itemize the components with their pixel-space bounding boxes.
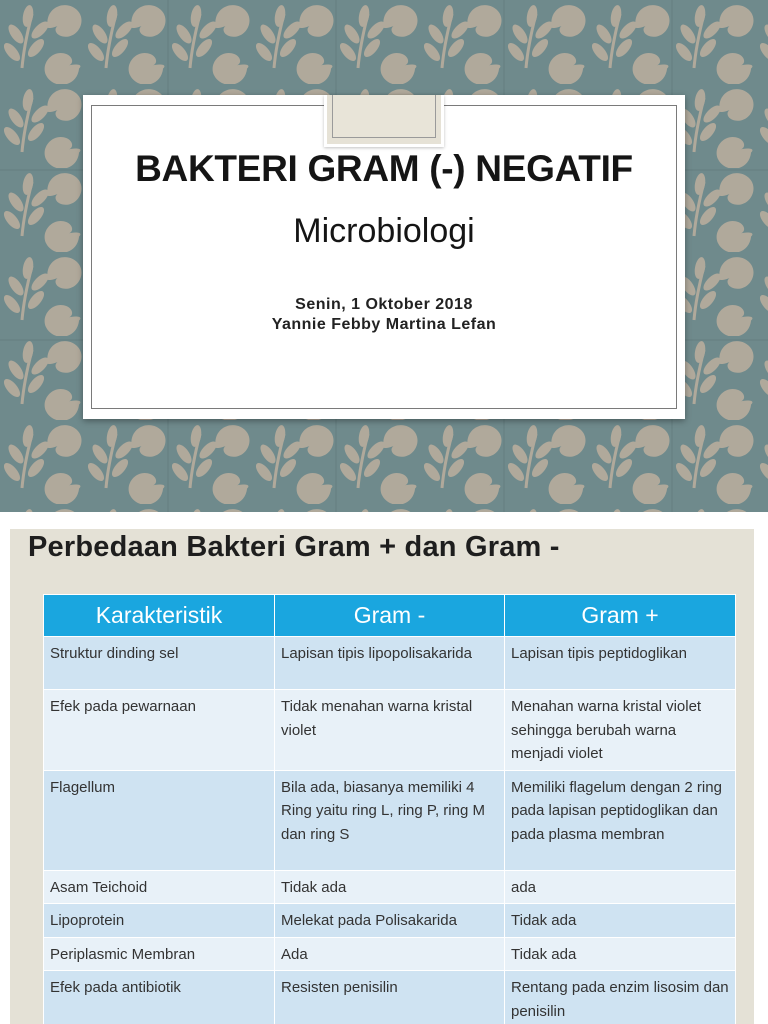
presentation-date: Senin, 1 Oktober 2018 xyxy=(295,296,473,313)
table-cell: Asam Teichoid xyxy=(44,870,275,904)
table-row xyxy=(44,971,736,1024)
comparison-title: Perbedaan Bakteri Gram + dan Gram - xyxy=(28,531,560,563)
table-row xyxy=(44,904,736,938)
table-cell: Memiliki flagelum dengan 2 ring pada lapisan peptidoglikan dan pada plasma membran xyxy=(505,770,736,870)
table-cell: Resisten penisilin xyxy=(275,971,505,1024)
table-cell: Lipoprotein xyxy=(44,904,275,938)
table-header-row xyxy=(44,595,736,637)
table-cell: Lapisan tipis lipopolisakarida xyxy=(275,637,505,690)
comparison-slide xyxy=(10,529,754,1024)
table-row xyxy=(44,870,736,904)
header-gram-negatif: Gram - xyxy=(275,595,505,637)
table-cell: Tidak ada xyxy=(505,937,736,971)
table-row xyxy=(44,690,736,771)
table-cell: Struktur dinding sel xyxy=(44,637,275,690)
table-cell: Tidak menahan warna kristal violet xyxy=(275,690,505,771)
table-cell: ada xyxy=(505,870,736,904)
title-card-tab-inner xyxy=(332,95,436,138)
table-cell: Tidak ada xyxy=(505,904,736,938)
slide-subtitle: Microbiologi xyxy=(293,212,475,250)
table-cell: Lapisan tipis peptidoglikan xyxy=(505,637,736,690)
slide-title: BAKTERI GRAM (-) NEGATIF xyxy=(135,148,633,189)
header-gram-positif: Gram + xyxy=(505,595,736,637)
table-row xyxy=(44,770,736,870)
slide-meta xyxy=(83,295,685,335)
table-row xyxy=(44,937,736,971)
table-cell: Bila ada, biasanya memiliki 4 Ring yaitu ring L, ring P, ring M dan ring S xyxy=(275,770,505,870)
table-cell: Efek pada pewarnaan xyxy=(44,690,275,771)
table-cell: Tidak ada xyxy=(275,870,505,904)
table-cell: Menahan warna kristal violet sehingga berubah warna menjadi violet xyxy=(505,690,736,771)
table-cell: Rentang pada enzim lisosim dan penisilin xyxy=(505,971,736,1024)
title-card-tab xyxy=(324,95,444,147)
table-cell: Periplasmic Membran xyxy=(44,937,275,971)
header-karakteristik: Karakteristik xyxy=(44,595,275,637)
table-cell: Flagellum xyxy=(44,770,275,870)
presentation-author: Yannie Febby Martina Lefan xyxy=(271,316,497,333)
table-cell: Efek pada antibiotik xyxy=(44,971,275,1024)
table-cell: Melekat pada Polisakarida xyxy=(275,904,505,938)
comparison-table xyxy=(43,594,736,1024)
table-cell: Ada xyxy=(275,937,505,971)
table-row xyxy=(44,637,736,690)
